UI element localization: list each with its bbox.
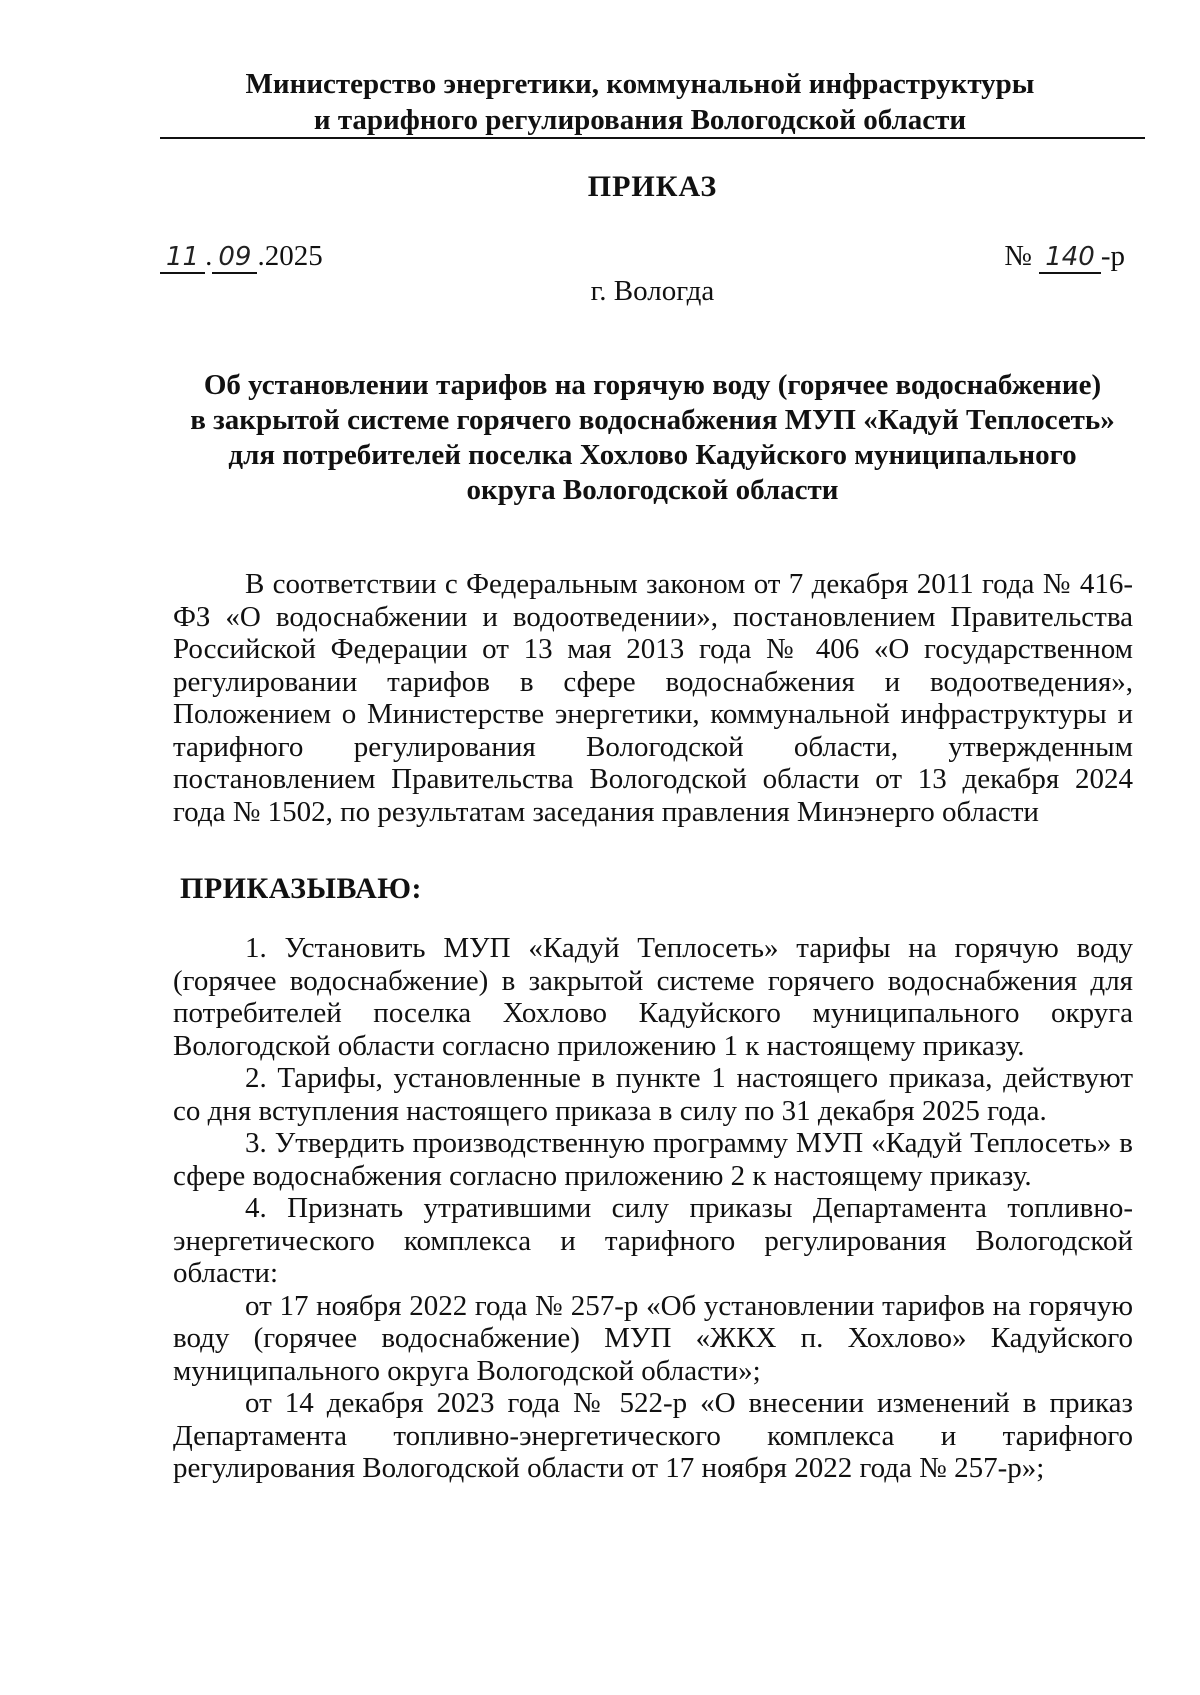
heading-line-3: для потребителей поселка Хохлово Кадуйского муниципального — [228, 439, 1077, 471]
ministry-name-line-1: Министерство энергетики, коммунальной инфраструктуры — [245, 68, 1035, 100]
date-year: .2025 — [257, 240, 323, 272]
document-type-title: ПРИКАЗ — [587, 170, 718, 203]
repealed-order-2: от 14 декабря 2023 года № 522-р «О внесении изменений в приказ Департамента топливно-энергетического комплекса и тарифного регулирования Вологодской области от 17 ноября 2022 года № 257-р»; — [173, 1387, 1133, 1484]
preamble-paragraph: В соответствии с Федеральным законом от 7 декабря 2011 года № 416-ФЗ «О водоснабжении и водоотведении», постановлением Правительства Российской Федерации от 13 мая 2013 года № 406 «О государственном регулировании тарифов в сфере водоснабжения и водоотведения», Положением о Министерстве энергетики, коммунальной инфраструктуры и тарифного регулирования Вологодской области, утвержденным постановлением Правительства Вологодской области от 13 декабря 2024 года № 1502, по результатам заседания правления Минэнерго области — [173, 568, 1133, 828]
handwritten-day: 11 — [160, 242, 205, 274]
header-divider — [160, 137, 1145, 139]
heading-line-4: округа Вологодской области — [466, 474, 839, 506]
document-number — [1004, 240, 1125, 273]
order-item-3: 3. Утвердить производственную программу МУП «Кадуй Теплосеть» в сфере водоснабжения согласно приложению 2 к настоящему приказу. — [173, 1127, 1133, 1192]
order-items — [173, 932, 1133, 1485]
document-date: 11 . 09 .2025 — [160, 240, 323, 273]
document-city: г. Вологда — [590, 275, 715, 307]
handwritten-number: 140 — [1039, 242, 1101, 274]
ministry-name-line-2: и тарифного регулирования Вологодской области — [313, 104, 967, 136]
document-heading — [160, 368, 1145, 508]
order-item-1: 1. Установить МУП «Кадуй Теплосеть» тарифы на горячую воду (горячее водоснабжение) в закрытой системе горячего водоснабжения для потребителей поселка Хохлово Кадуйского муниципального округа Вологодской области согласно приложению 1 к настоящему приказу. — [173, 932, 1133, 1062]
number-suffix: -р — [1100, 240, 1125, 272]
heading-line-1: Об установлении тарифов на горячую воду (горячее водоснабжение) — [203, 369, 1102, 401]
handwritten-month: 09 — [212, 242, 257, 274]
number-prefix: № — [1004, 240, 1040, 272]
order-item-2: 2. Тарифы, установленные в пункте 1 настоящего приказа, действуют со дня вступления настоящего приказа в силу по 31 декабря 2025 года. — [173, 1062, 1133, 1127]
repealed-order-1: от 17 ноября 2022 года № 257-р «Об установлении тарифов на горячую воду (горячее водоснабжение) МУП «ЖКХ п. Хохлово» Кадуйского муниципального округа Вологодской области»; — [173, 1289, 1133, 1387]
order-word: ПРИКАЗЫВАЮ: — [180, 872, 423, 905]
heading-line-2: в закрытой системе горячего водоснабжения МУП «Кадуй Теплосеть» — [190, 404, 1115, 436]
order-item-4: 4. Признать утратившими силу приказы Департамента топливно-энергетического комплекса и тарифного регулирования Вологодской области: — [173, 1192, 1133, 1289]
preamble-block — [173, 568, 1133, 828]
